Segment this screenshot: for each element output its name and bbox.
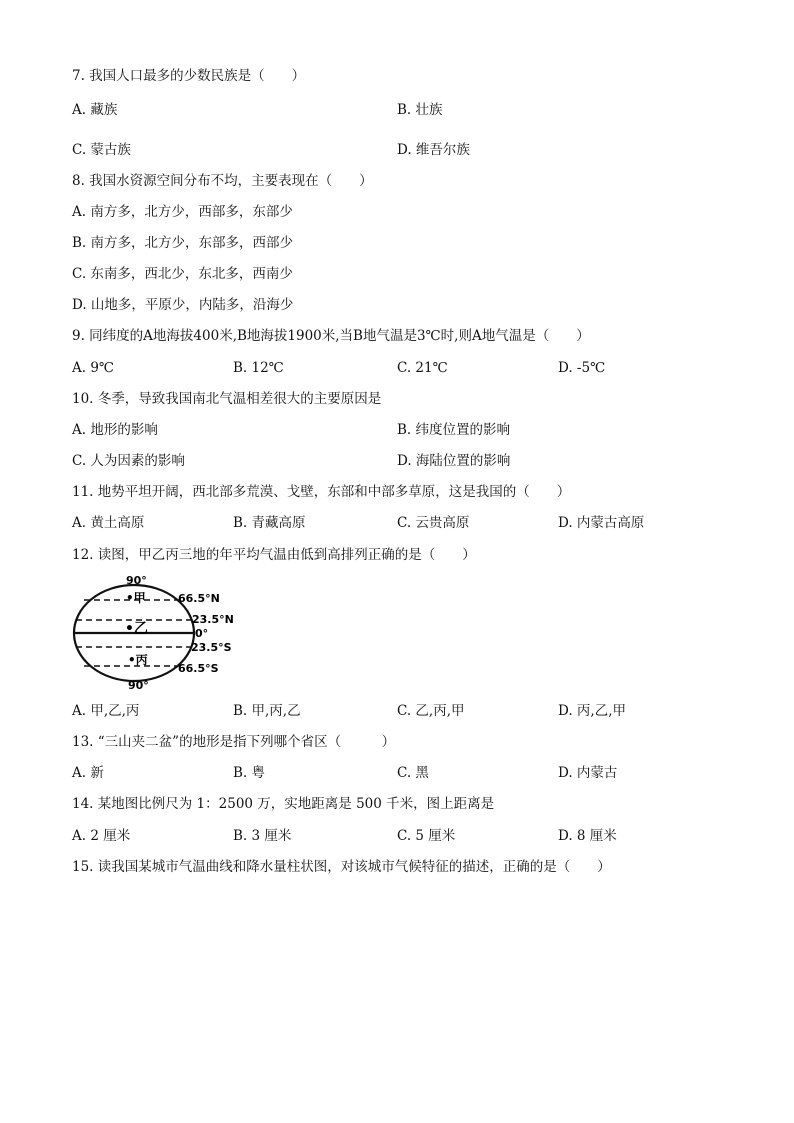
question-9-option-d: D. -5℃ [558, 360, 606, 376]
question-7-option-b: B. 壮族 [397, 102, 443, 118]
question-10-option-c: C. 人为因素的影响 [72, 453, 185, 469]
question-13-option-a: A. 新 [72, 765, 104, 781]
question-8-stem: 8. 我国水资源空间分布不均，主要表现在（ ） [72, 173, 373, 189]
question-12-option-b: B. 甲,丙,乙 [233, 703, 301, 719]
question-10-option-d: D. 海陆位置的影响 [397, 453, 511, 469]
question-7-option-a: A. 藏族 [72, 102, 118, 118]
question-11-option-d: D. 内蒙古高原 [558, 515, 645, 531]
question-8-option-b: B. 南方多，北方少，东部多，西部少 [72, 235, 294, 251]
latitude-globe-figure [70, 574, 250, 696]
point-jia-label: •甲 [126, 591, 146, 605]
question-13-option-b: B. 粤 [233, 765, 266, 781]
south-pole-label: 90° [128, 679, 149, 692]
question-14-option-b: B. 3 厘米 [233, 828, 292, 844]
question-14-option-a: A. 2 厘米 [72, 828, 131, 844]
latitude-label-66s: 66.5°S [178, 662, 219, 675]
question-8-option-d: D. 山地多，平原少，内陆多，沿海少 [72, 297, 294, 313]
question-7-stem: 7. 我国人口最多的少数民族是（ ） [72, 68, 306, 84]
question-13-option-d: D. 内蒙古 [558, 765, 618, 781]
question-11-option-c: C. 云贵高原 [397, 515, 470, 531]
latitude-label-equator: 0° [195, 627, 209, 640]
question-11-stem: 11. 地势平坦开阔，西北部多荒漠、戈壁，东部和中部多草原，这是我国的（ ） [72, 484, 571, 500]
question-14-option-c: C. 5 厘米 [397, 828, 456, 844]
question-8-option-c: C. 东南多，西北少，东北多，西南少 [72, 266, 293, 282]
question-9-option-c: C. 21℃ [397, 360, 448, 376]
question-10-option-a: A. 地形的影响 [72, 422, 158, 438]
question-13-stem: 13. “三山夹二盆”的地形是指下列哪个省区（ ） [72, 734, 396, 750]
point-yi-label: •乙 [125, 621, 148, 637]
question-12-option-c: C. 乙,丙,甲 [397, 703, 465, 719]
question-7-option-c: C. 蒙古族 [72, 142, 131, 158]
north-pole-label: 90° [126, 574, 147, 587]
question-12-stem: 12. 读图，甲乙丙三地的年平均气温由低到高排列正确的是（ ） [72, 547, 476, 563]
question-14-option-d: D. 8 厘米 [558, 828, 617, 844]
question-10-stem: 10. 冬季，导致我国南北气温相差很大的主要原因是 [72, 391, 382, 407]
latitude-label-23s: 23.5°S [191, 641, 232, 654]
question-8-option-a: A. 南方多，北方少，西部多，东部少 [72, 204, 293, 220]
question-13-option-c: C. 黑 [397, 765, 429, 781]
point-bing-label: •丙 [128, 653, 148, 667]
question-14-stem: 14. 某地图比例尺为 1：2500 万，实地距离是 500 千米，图上距离是 [72, 796, 495, 812]
question-11-option-a: A. 黄土高原 [72, 515, 145, 531]
latitude-label-66n: 66.5°N [178, 592, 220, 605]
question-11-option-b: B. 青藏高原 [233, 515, 306, 531]
question-15-stem: 15. 读我国某城市气温曲线和降水量柱状图，对该城市气候特征的描述，正确的是（ ） [72, 859, 611, 875]
question-10-option-b: B. 纬度位置的影响 [397, 422, 511, 438]
question-12-option-d: D. 丙,乙,甲 [558, 703, 627, 719]
latitude-label-23n: 23.5°N [192, 613, 234, 626]
question-7-option-d: D. 维吾尔族 [397, 142, 470, 158]
question-9-stem: 9. 同纬度的A地海拔400米,B地海拔1900米,当B地气温是3℃时,则A地气温是（ ） [72, 328, 590, 344]
question-12-option-a: A. 甲,乙,丙 [72, 703, 140, 719]
latitude-globe-diagram [70, 574, 250, 696]
question-9-option-b: B. 12℃ [233, 360, 284, 376]
question-9-option-a: A. 9℃ [72, 360, 115, 376]
